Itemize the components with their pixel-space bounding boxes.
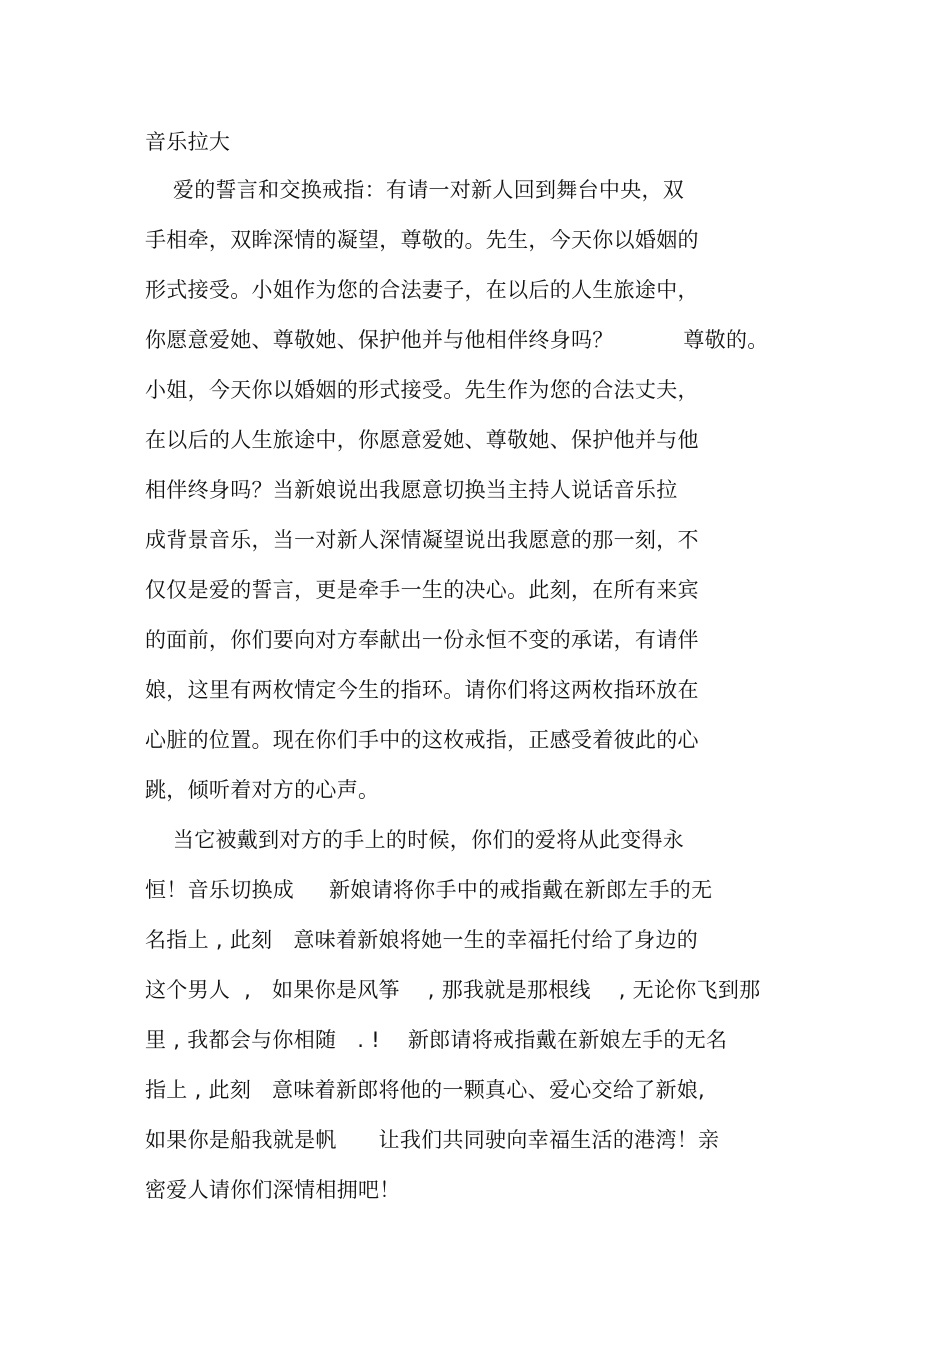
text-line-8: 相伴终身吗？当新娘说出我愿意切换当主持人说话音乐拉: [145, 478, 678, 502]
text-line-22: 密爱人请你们深情相拥吧！: [145, 1178, 401, 1202]
text-line-5: 你愿意爱她、尊敬她、保护他并与他相伴终身吗？ 尊敬的。: [145, 328, 769, 352]
text-line-19: 里 , 我都会与你相随 . ! 新郎请将戒指戴在新娘左手的无名: [145, 1028, 728, 1052]
text-line-3: 手相牵，双眸深情的凝望，尊敬的。先生，今天你以婚姻的: [145, 228, 699, 252]
text-line-2: 爱的誓言和交换戒指：有请一对新人回到舞台中央，双: [145, 178, 685, 202]
text-line-15: 当它被戴到对方的手上的时候，你们的爱将从此变得永: [145, 828, 685, 852]
text-line-21: 如果你是船我就是帆 让我们共同驶向幸福生活的港湾！亲: [145, 1128, 720, 1152]
text-line-7: 在以后的人生旅途中，你愿意爱她、尊敬她、保护他并与他: [145, 428, 699, 452]
text-line-4: 形式接受。小姐作为您的合法妻子，在以后的人生旅途中，: [145, 278, 699, 302]
text-line-6: 小姐，今天你以婚姻的形式接受。先生作为您的合法丈夫，: [145, 378, 699, 402]
text-line-20: 指上 , 此刻 意味着新郎将他的一颗真心、爱心交给了新娘,: [145, 1078, 706, 1102]
text-line-17: 名指上 , 此刻 意味着新娘将她一生的幸福托付给了身边的: [145, 928, 699, 952]
text-line-13: 心脏的位置。现在你们手中的这枚戒指，正感受着彼此的心: [145, 728, 699, 752]
text-line-18: 这个男人 , 如果你是风筝 , 那我就是那根线 , 无论你飞到那: [145, 978, 761, 1002]
text-line-11: 的面前，你们要向对方奉献出一份永恒不变的承诺，有请伴: [145, 628, 699, 652]
text-line-10: 仅仅是爱的誓言，更是牵手一生的决心。此刻，在所有来宾: [145, 578, 699, 602]
text-line-9: 成背景音乐，当一对新人深情凝望说出我愿意的那一刻，不: [145, 528, 699, 552]
text-line-14: 跳，倾听着对方的心声。: [145, 778, 380, 802]
text-line-1: 音乐拉大: [145, 130, 231, 154]
text-line-16: 恒！音乐切换成 新娘请将你手中的戒指戴在新郎左手的无: [145, 878, 713, 902]
text-line-12: 娘，这里有两枚情定今生的指环。请你们将这两枚指环放在: [145, 678, 699, 702]
